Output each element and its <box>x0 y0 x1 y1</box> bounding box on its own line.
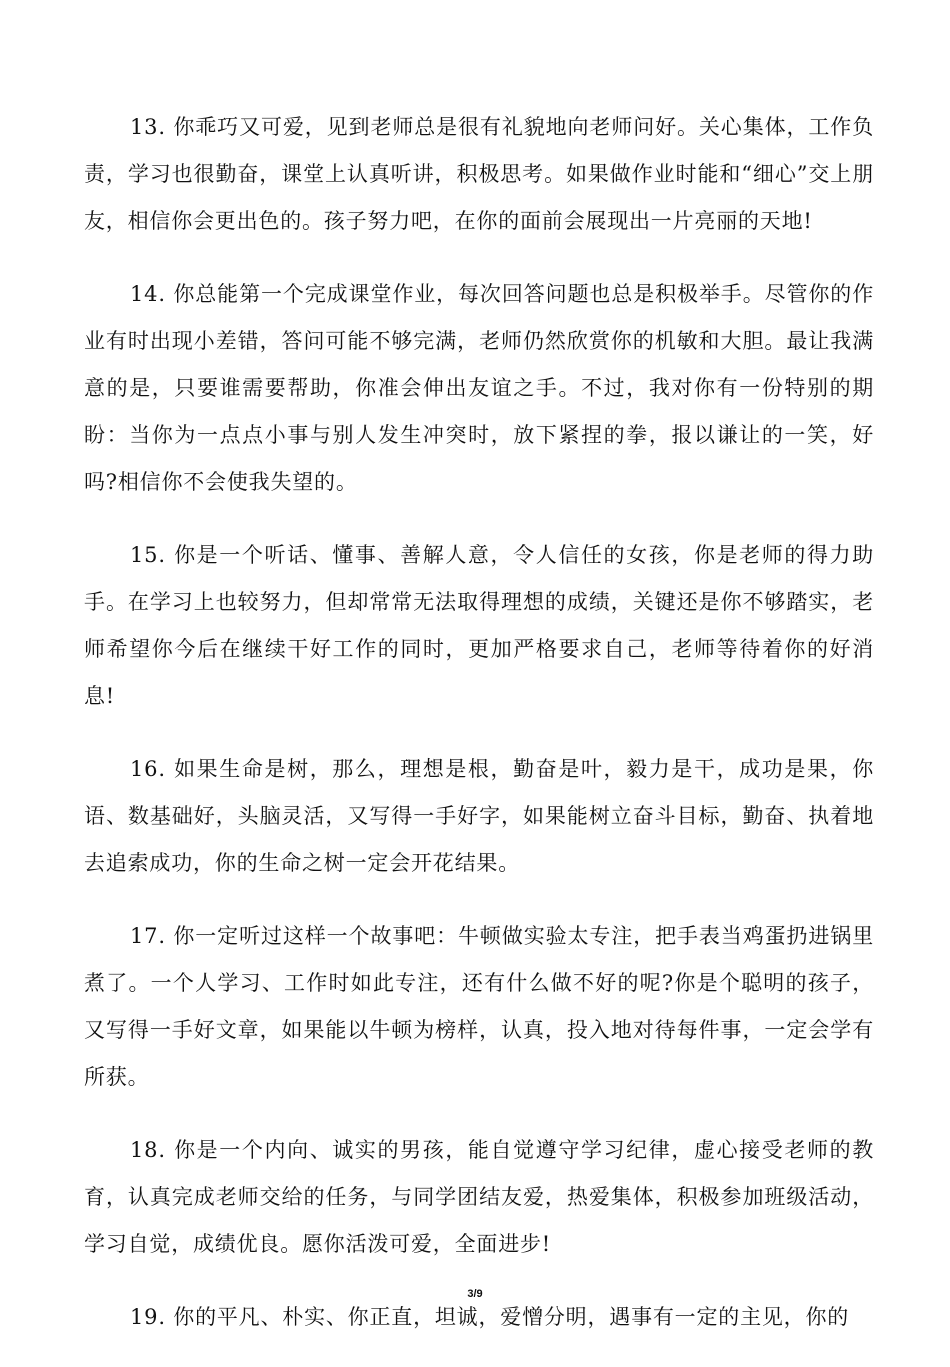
paragraph-19: 19. 你的平凡、朴实、你正直，坦诚，爱憎分明，遇事有一定的主见，你的 <box>130 1305 850 1329</box>
paragraph-14: 14. 你总能第一个完成课堂作业，每次回答问题也总是积极举手。尽管你的作业有时出现小差错，答问可能不够完满，老师仍然欣赏你的机敏和大胆。最让我满意的是，只要谁需要帮助，你准会伸出友谊之手。不过，我对你有一份特别的期盼：当你为一点点小事与别人发生冲突时，放下紧捏的拳，报以谦让的一笑，好吗?相信你不会使我失望的。 <box>84 282 874 494</box>
paragraph-13: 13. 你乖巧又可爱，见到老师总是很有礼貌地向老师问好。关心集体，工作负责，学习也很勤奋，课堂上认真听讲，积极思考。如果做作业时能和“细心”交上朋友，相信你会更出色的。孩子努力吧，在你的面前会展现出一片亮丽的天地! <box>84 115 874 233</box>
paragraph-16: 16. 如果生命是树，那么，理想是根，勤奋是叶，毅力是干，成功是果，你语、数基础好，头脑灵活，又写得一手好字，如果能树立奋斗目标，勤奋、执着地去追索成功，你的生命之树一定会开花结果。 <box>84 757 874 875</box>
paragraph-17: 17. 你一定听过这样一个故事吧：牛顿做实验太专注，把手表当鸡蛋扔进锅里煮了。一个人学习、工作时如此专注，还有什么做不好的呢?你是个聪明的孩子，又写得一手好文章，如果能以牛顿为榜样，认真，投入地对待每件事，一定会学有所获。 <box>84 924 874 1089</box>
page-number: 3/9 <box>467 1288 483 1300</box>
paragraph-15: 15. 你是一个听话、懂事、善解人意，令人信任的女孩，你是老师的得力助手。在学习上也较努力，但却常常无法取得理想的成绩，关键还是你不够踏实，老师希望你今后在继续干好工作的同时，更加严格要求自己，老师等待着你的好消息! <box>84 543 874 708</box>
paragraph-18: 18. 你是一个内向、诚实的男孩，能自觉遵守学习纪律，虚心接受老师的教育，认真完成老师交给的任务，与同学团结友爱，热爱集体，积极参加班级活动，学习自觉，成绩优良。愿你活泼可爱，全面进步! <box>84 1138 874 1256</box>
document-body <box>84 104 874 1367</box>
